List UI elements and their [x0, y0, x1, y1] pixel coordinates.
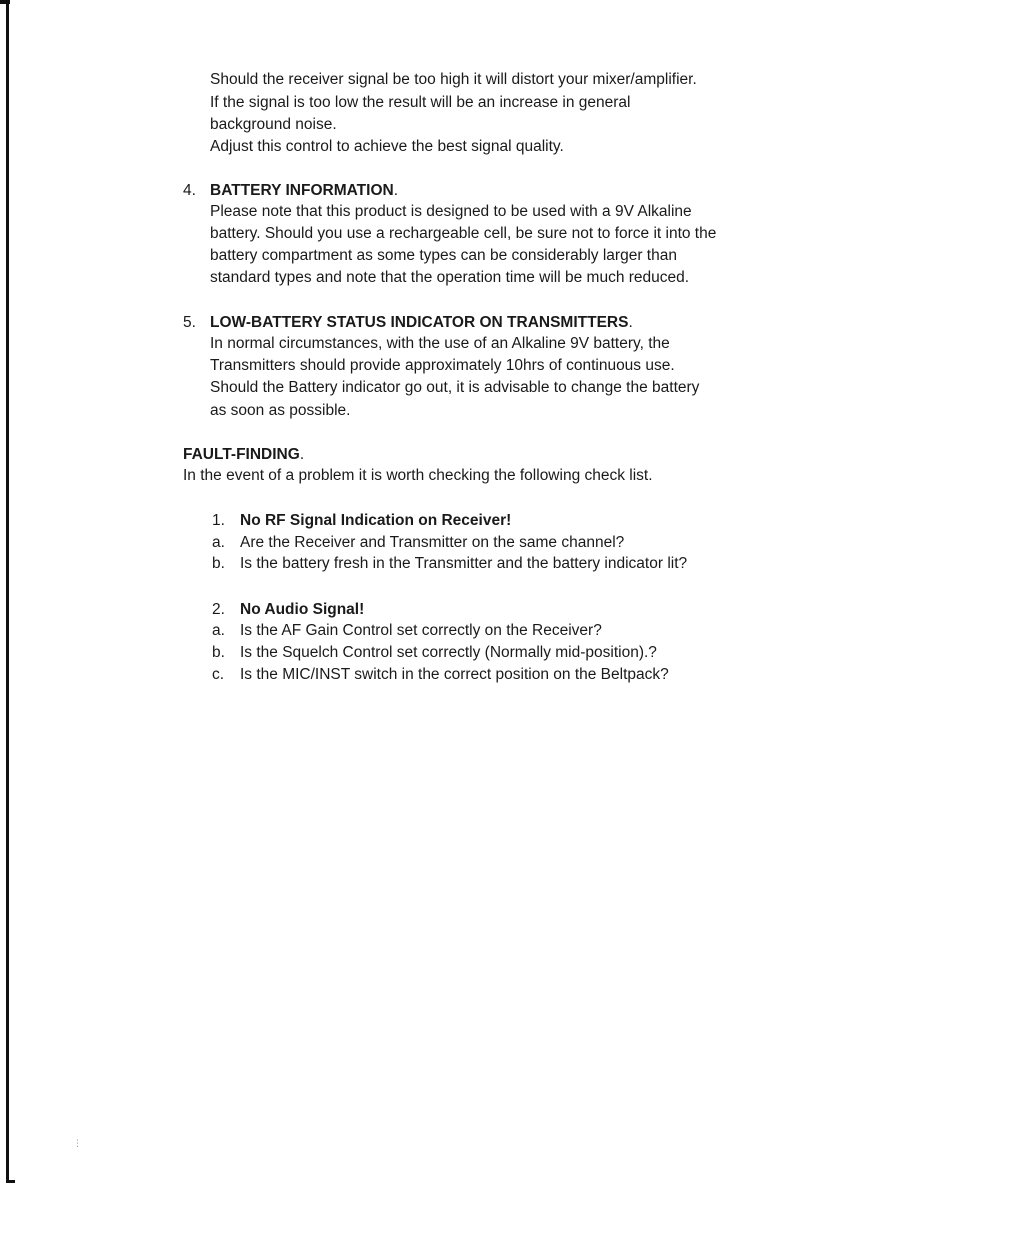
fault-finding-intro: In the event of a problem it is worth checking the following check list.: [183, 467, 653, 484]
check-number: 2.: [212, 601, 225, 618]
check-item-letter: b.: [212, 555, 225, 572]
section-line: as soon as possible.: [210, 402, 351, 419]
check-item-text: Is the Squelch Control set correctly (Normally mid-position).?: [240, 644, 657, 661]
check-item-text: Is the AF Gain Control set correctly on the Receiver?: [240, 622, 602, 639]
section-line: Please note that this product is designed to be used with a 9V Alkaline: [210, 203, 692, 220]
check-item-text: Is the MIC/INST switch in the correct position on the Beltpack?: [240, 666, 669, 683]
section-line: Should the Battery indicator go out, it is advisable to change the battery: [210, 379, 700, 396]
binding-edge-foot: [6, 1180, 15, 1183]
intro-line: Should the receiver signal be too high it will distort your mixer/amplifier.: [210, 71, 697, 88]
check-item-text: Is the battery fresh in the Transmitter and the battery indicator lit?: [240, 555, 688, 572]
section-heading-suffix: .: [393, 182, 399, 199]
section-heading: [210, 181, 398, 201]
check-item-letter: b.: [212, 644, 225, 661]
binding-edge: [6, 0, 9, 1183]
check-item-text: Are the Receiver and Transmitter on the same channel?: [240, 534, 625, 551]
check-item-letter: a.: [212, 534, 225, 551]
section-heading-text: LOW-BATTERY STATUS INDICATOR ON TRANSMITTERS: [210, 314, 629, 331]
section-line: battery compartment as some types can be considerably larger than: [210, 247, 677, 264]
check-title: No Audio Signal!: [240, 601, 365, 618]
check-title: No RF Signal Indication on Receiver!: [240, 512, 512, 529]
section-line: In normal circumstances, with the use of an Alkaline 9V battery, the: [210, 335, 670, 352]
section-number: 4.: [183, 182, 196, 199]
section-line: battery. Should you use a rechargeable cell, be sure not to force it into the: [210, 225, 717, 242]
check-item-letter: a.: [212, 622, 225, 639]
section-heading-suffix: .: [628, 314, 633, 331]
section-heading: [210, 313, 633, 333]
intro-line: background noise.: [210, 116, 337, 133]
fault-finding-heading: [183, 445, 304, 465]
check-number: 1.: [212, 512, 225, 529]
section-line: Transmitters should provide approximately 10hrs of continuous use.: [210, 357, 675, 374]
fault-finding-heading-text: FAULT-FINDING: [183, 446, 300, 463]
section-line: standard types and note that the operation time will be much reduced.: [210, 269, 690, 286]
intro-line: If the signal is too low the result will be an increase in general: [210, 94, 631, 111]
intro-line: Adjust this control to achieve the best signal quality.: [210, 138, 564, 155]
fault-finding-heading-suffix: .: [299, 446, 305, 463]
check-item-letter: c.: [212, 666, 225, 683]
scan-speck: ⋮: [73, 1138, 82, 1148]
section-number: 5.: [183, 314, 196, 331]
section-heading-text: BATTERY INFORMATION: [210, 182, 394, 199]
